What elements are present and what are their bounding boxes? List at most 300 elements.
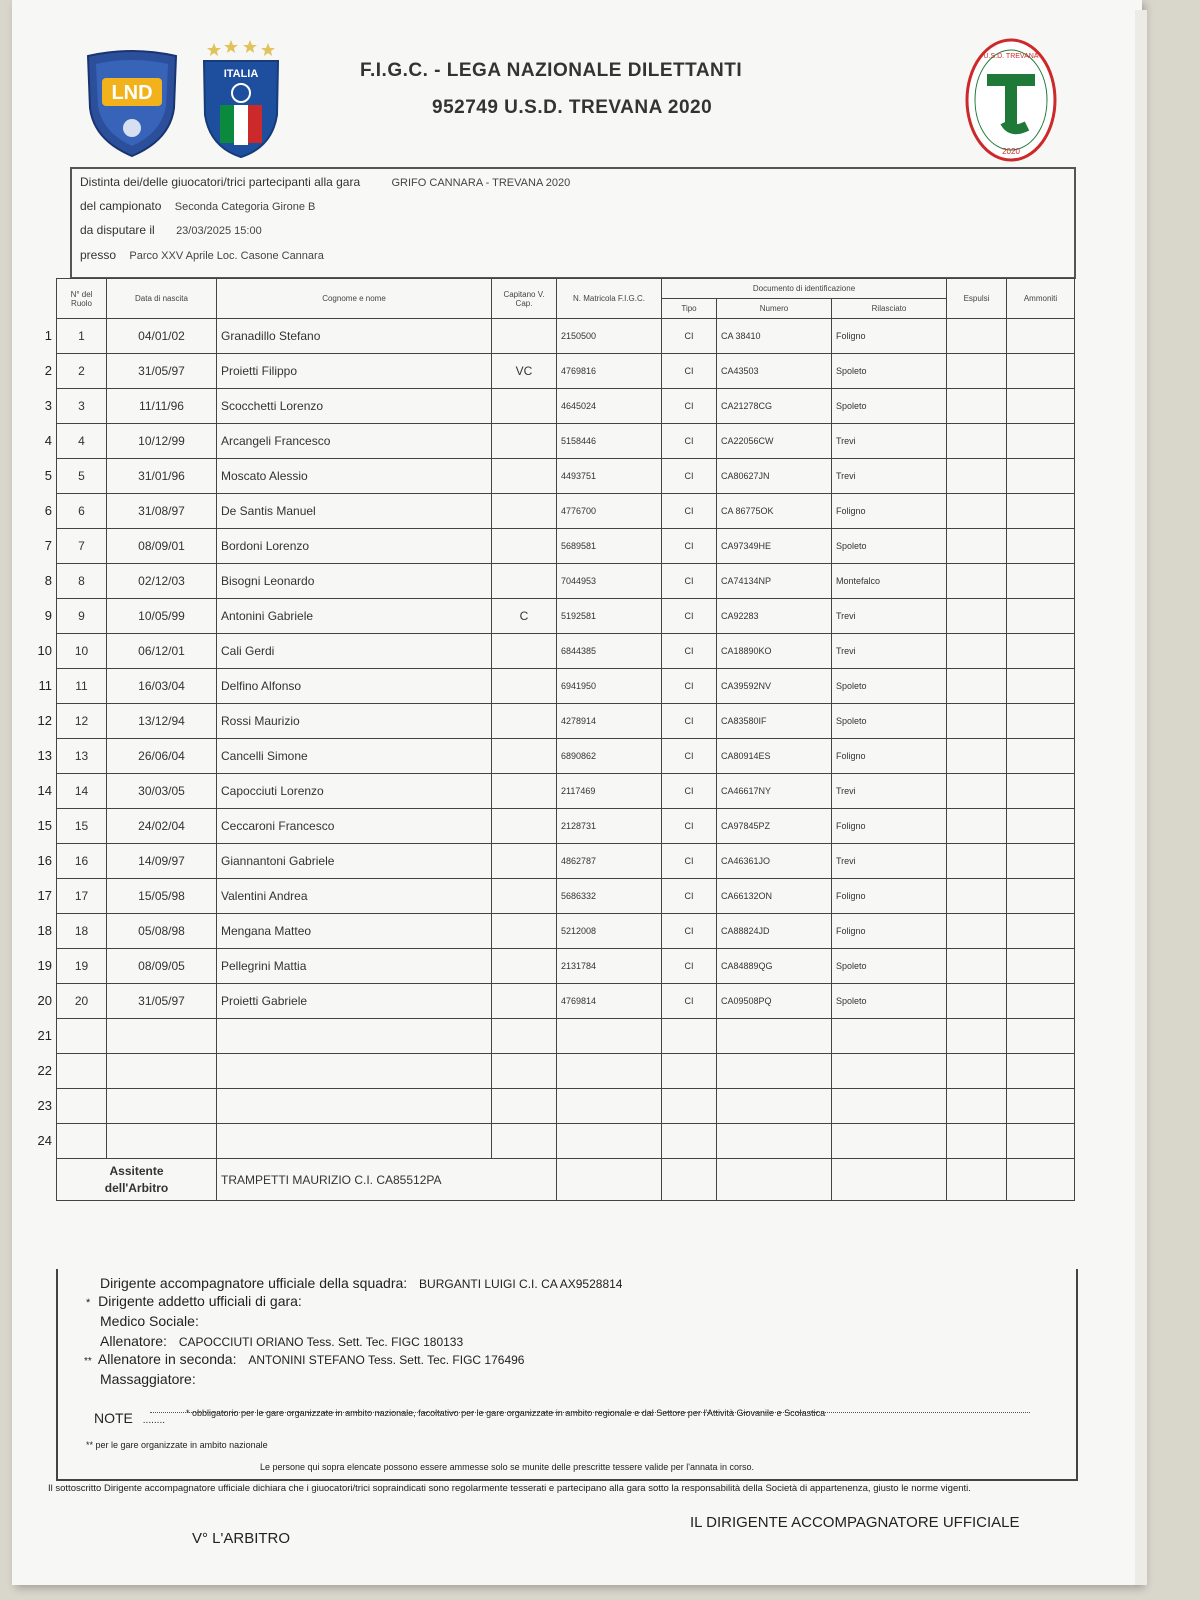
cell-ruolo: 8	[57, 564, 107, 599]
cell-ruolo: 11	[57, 669, 107, 704]
row-number: 23	[37, 1097, 52, 1113]
cell-espulsi	[947, 984, 1007, 1019]
cell-numero: CA80914ES	[717, 739, 832, 774]
persone-note: Le persone qui sopra elencate possono essere ammesse solo se munite delle prescritte tessere valide per l'annata in corso.	[260, 1462, 754, 1472]
cell-numero: CA46361JO	[717, 844, 832, 879]
cell-ruolo	[57, 1019, 107, 1054]
col-numero: Numero	[717, 299, 832, 319]
cell-cap	[492, 564, 557, 599]
table-row	[57, 529, 1075, 564]
cell-rilasciato: Trevi	[832, 634, 947, 669]
table-row	[57, 879, 1075, 914]
table-row	[57, 774, 1075, 809]
club-logo	[965, 38, 1057, 163]
cell-rilasciato: Spoleto	[832, 669, 947, 704]
row-number: 12	[37, 712, 52, 728]
cell-numero: CA80627JN	[717, 459, 832, 494]
table-row	[57, 389, 1075, 424]
row-number: 1	[44, 327, 52, 343]
cell-nome: Scocchetti Lorenzo	[217, 389, 492, 424]
declaration-text: Il sottoscritto Dirigente accompagnatore ufficiale dichiara che i giuocatori/trici sopraindicati sono regolarmente tesserati e partecipano alla gara sotto la responsabilità della Società di appartenenza, giusto le norme vigenti.	[48, 1483, 971, 1494]
cell-nome: Pellegrini Mattia	[217, 949, 492, 984]
cell-nome: Arcangeli Francesco	[217, 424, 492, 459]
row-number: 9	[44, 607, 52, 623]
cell-tipo: CI	[662, 319, 717, 354]
cell-numero: CA43503	[717, 354, 832, 389]
col-rilasciato: Rilasciato	[832, 299, 947, 319]
cell-cap	[492, 459, 557, 494]
cell-tipo	[662, 1054, 717, 1089]
col-matricola: N. Matricola F.I.G.C.	[557, 279, 662, 319]
cell-rilasciato: Foligno	[832, 739, 947, 774]
cell-cap	[492, 634, 557, 669]
cell-matricola: 4769816	[557, 354, 662, 389]
cell-tipo: CI	[662, 879, 717, 914]
cell-ruolo: 12	[57, 704, 107, 739]
star-marker: *	[86, 1297, 91, 1309]
cell-matricola	[557, 1124, 662, 1159]
cell-numero: CA21278CG	[717, 389, 832, 424]
cell-ruolo: 1	[57, 319, 107, 354]
cell-ruolo: 20	[57, 984, 107, 1019]
cell-numero	[717, 1089, 832, 1124]
match-line-campionato	[80, 199, 315, 213]
cell-matricola: 6941950	[557, 669, 662, 704]
cell-ruolo	[57, 1089, 107, 1124]
row-number: 6	[44, 502, 52, 518]
row-number: 11	[38, 677, 52, 693]
cell-nome: Proietti Gabriele	[217, 984, 492, 1019]
table-row	[57, 914, 1075, 949]
cell-data	[107, 1019, 217, 1054]
cell-ruolo: 5	[57, 459, 107, 494]
cell-rilasciato: Spoleto	[832, 529, 947, 564]
cell-espulsi	[947, 669, 1007, 704]
cell-cap	[492, 1054, 557, 1089]
italia-logo	[200, 35, 282, 160]
cell-ammoniti	[1007, 599, 1075, 634]
cell-cap: VC	[492, 354, 557, 389]
cell-matricola: 2150500	[557, 319, 662, 354]
match-line-data	[80, 223, 262, 237]
cell-ruolo	[57, 1054, 107, 1089]
cell-numero	[717, 1019, 832, 1054]
cell-nome: De Santis Manuel	[217, 494, 492, 529]
match-campionato: Seconda Categoria Girone B	[174, 201, 316, 213]
dirigente-label: Dirigente accompagnatore ufficiale della squadra:	[100, 1275, 408, 1291]
table-row	[57, 949, 1075, 984]
col-nascita: Data di nascita	[107, 279, 217, 319]
cell-nome: Ceccaroni Francesco	[217, 809, 492, 844]
col-ammoniti: Ammoniti	[1007, 279, 1075, 319]
table-row	[57, 704, 1075, 739]
table-row	[57, 1124, 1075, 1159]
cell-data: 31/01/96	[107, 459, 217, 494]
cell-nome: Bordoni Lorenzo	[217, 529, 492, 564]
cell-matricola: 2131784	[557, 949, 662, 984]
assistant-label-line1: Assitente	[109, 1163, 164, 1178]
cell-nome	[217, 1124, 492, 1159]
label-distinta: Distinta dei/delle giuocatori/trici partecipanti alla gara	[80, 175, 361, 189]
footnote-2: ** per le gare organizzate in ambito nazionale	[86, 1440, 268, 1450]
cell-tipo: CI	[662, 914, 717, 949]
cell-rilasciato	[832, 1019, 947, 1054]
paper-edge	[1135, 10, 1147, 1585]
cell-rilasciato: Foligno	[832, 809, 947, 844]
assistant-empty-cell	[662, 1159, 717, 1201]
row-number: 17	[37, 887, 52, 903]
row-number: 21	[37, 1027, 52, 1043]
cell-espulsi	[947, 424, 1007, 459]
cell-nome: Cali Gerdi	[217, 634, 492, 669]
cell-numero: CA 86775OK	[717, 494, 832, 529]
addetto-label: Dirigente addetto ufficiali di gara:	[98, 1293, 302, 1309]
allenatore-label: Allenatore:	[100, 1333, 167, 1349]
cell-data: 16/03/04	[107, 669, 217, 704]
cell-espulsi	[947, 879, 1007, 914]
table-row	[57, 354, 1075, 389]
cell-numero: CA97349HE	[717, 529, 832, 564]
table-row	[57, 459, 1075, 494]
cell-tipo: CI	[662, 564, 717, 599]
cell-matricola: 5689581	[557, 529, 662, 564]
cell-data	[107, 1124, 217, 1159]
cell-ruolo: 15	[57, 809, 107, 844]
cell-nome: Cancelli Simone	[217, 739, 492, 774]
match-presso: Parco XXV Aprile Loc. Casone Cannara	[129, 250, 324, 262]
cell-data: 11/11/96	[107, 389, 217, 424]
row-number: 2	[44, 362, 52, 378]
seconda-value: ANTONINI STEFANO Tess. Sett. Tec. FIGC 176496	[248, 1353, 525, 1367]
cell-nome	[217, 1054, 492, 1089]
cell-cap	[492, 669, 557, 704]
cell-data: 24/02/04	[107, 809, 217, 844]
table-row	[57, 1054, 1075, 1089]
table-row	[57, 669, 1075, 704]
cell-cap	[492, 844, 557, 879]
assistant-label	[57, 1159, 217, 1201]
row-number: 24	[37, 1132, 52, 1148]
cell-espulsi	[947, 599, 1007, 634]
cell-espulsi	[947, 1089, 1007, 1124]
row-number: 4	[44, 432, 52, 448]
row-number: 13	[37, 747, 52, 763]
cell-nome: Bisogni Leonardo	[217, 564, 492, 599]
table-row	[57, 564, 1075, 599]
assistant-empty-cell	[717, 1159, 832, 1201]
assistant-row	[57, 1159, 1075, 1201]
cell-ammoniti	[1007, 1124, 1075, 1159]
cell-tipo	[662, 1019, 717, 1054]
note-dots: ........	[142, 1415, 166, 1426]
cell-tipo: CI	[662, 529, 717, 564]
row-number: 14	[37, 782, 52, 798]
row-number: 18	[37, 922, 52, 938]
row-number: 5	[44, 467, 52, 483]
cell-tipo: CI	[662, 704, 717, 739]
cell-data: 15/05/98	[107, 879, 217, 914]
cell-numero: CA22056CW	[717, 424, 832, 459]
cell-matricola: 4278914	[557, 704, 662, 739]
cell-ruolo: 2	[57, 354, 107, 389]
row-number: 16	[37, 852, 52, 868]
cell-rilasciato: Foligno	[832, 494, 947, 529]
cell-espulsi	[947, 1124, 1007, 1159]
cell-matricola: 5686332	[557, 879, 662, 914]
cell-cap	[492, 319, 557, 354]
cell-nome: Delfino Alfonso	[217, 669, 492, 704]
assistant-empty-cell	[1007, 1159, 1075, 1201]
col-tipo: Tipo	[662, 299, 717, 319]
cell-data: 14/09/97	[107, 844, 217, 879]
header-title-line1: F.I.G.C. - LEGA NAZIONALE DILETTANTI	[360, 60, 743, 81]
cell-ruolo: 10	[57, 634, 107, 669]
cell-rilasciato: Spoleto	[832, 354, 947, 389]
cell-matricola: 4769814	[557, 984, 662, 1019]
cell-rilasciato: Spoleto	[832, 389, 947, 424]
assistant-empty-cell	[947, 1159, 1007, 1201]
cell-nome: Granadillo Stefano	[217, 319, 492, 354]
cell-espulsi	[947, 949, 1007, 984]
table-row	[57, 494, 1075, 529]
cell-cap	[492, 879, 557, 914]
dirigente-value: BURGANTI LUIGI C.I. CA AX9528814	[419, 1277, 623, 1291]
cell-nome: Valentini Andrea	[217, 879, 492, 914]
cell-ammoniti	[1007, 704, 1075, 739]
stars-icon	[207, 40, 275, 56]
cell-tipo	[662, 1089, 717, 1124]
cell-data: 06/12/01	[107, 634, 217, 669]
cell-espulsi	[947, 704, 1007, 739]
cell-ammoniti	[1007, 634, 1075, 669]
table-row	[57, 809, 1075, 844]
match-gara: GRIFO CANNARA - TREVANA 2020	[391, 177, 571, 189]
dirigente-line	[100, 1275, 622, 1291]
cell-espulsi	[947, 459, 1007, 494]
table-row	[57, 599, 1075, 634]
cell-ammoniti	[1007, 844, 1075, 879]
cell-espulsi	[947, 1019, 1007, 1054]
cell-ruolo: 6	[57, 494, 107, 529]
row-number: 20	[37, 992, 52, 1008]
medico-label: Medico Sociale:	[100, 1313, 199, 1329]
cell-ammoniti	[1007, 984, 1075, 1019]
cell-espulsi	[947, 564, 1007, 599]
cell-nome: Antonini Gabriele	[217, 599, 492, 634]
cell-ammoniti	[1007, 774, 1075, 809]
cell-rilasciato: Foligno	[832, 879, 947, 914]
cell-espulsi	[947, 529, 1007, 564]
label-campionato: del campionato	[80, 199, 162, 213]
cell-matricola	[557, 1089, 662, 1124]
cell-ruolo	[57, 1124, 107, 1159]
cell-numero: CA83580IF	[717, 704, 832, 739]
cell-tipo: CI	[662, 599, 717, 634]
allenatore-value: CAPOCCIUTI ORIANO Tess. Sett. Tec. FIGC 180133	[178, 1335, 464, 1349]
cell-ruolo: 19	[57, 949, 107, 984]
cell-ammoniti	[1007, 389, 1075, 424]
row-number: 3	[44, 397, 52, 413]
cell-cap	[492, 949, 557, 984]
cell-ammoniti	[1007, 319, 1075, 354]
match-data: 23/03/2025 15:00	[176, 225, 262, 237]
italia-logo-text: ITALIA	[223, 68, 259, 80]
col-espulsi: Espulsi	[947, 279, 1007, 319]
club-logo-text: U.S.D. TREVANA	[983, 53, 1039, 60]
col-documento: Documento di identificazione	[662, 279, 947, 299]
cell-tipo: CI	[662, 459, 717, 494]
cell-data: 08/09/05	[107, 949, 217, 984]
cell-numero: CA66132ON	[717, 879, 832, 914]
table-row	[57, 1089, 1075, 1124]
table-row	[57, 424, 1075, 459]
cell-espulsi	[947, 844, 1007, 879]
cell-numero	[717, 1054, 832, 1089]
players-table	[56, 278, 1075, 1201]
cell-ammoniti	[1007, 949, 1075, 984]
cell-numero: CA18890KO	[717, 634, 832, 669]
club-logo-year: 2020	[1002, 147, 1020, 156]
col-nome: Cognome e nome	[217, 279, 492, 319]
cell-rilasciato: Foligno	[832, 914, 947, 949]
note-line-text	[94, 1410, 165, 1426]
cell-tipo: CI	[662, 984, 717, 1019]
cell-tipo: CI	[662, 389, 717, 424]
cell-matricola: 4862787	[557, 844, 662, 879]
cell-ammoniti	[1007, 739, 1075, 774]
cell-data: 04/01/02	[107, 319, 217, 354]
arbitro-signature-label: V° L'ARBITRO	[192, 1530, 291, 1547]
cell-cap	[492, 424, 557, 459]
dirigente-signature-label: IL DIRIGENTE ACCOMPAGNATORE UFFICIALE	[690, 1514, 1020, 1531]
cell-cap	[492, 739, 557, 774]
cell-numero: CA 38410	[717, 319, 832, 354]
cell-ammoniti	[1007, 529, 1075, 564]
cell-rilasciato: Trevi	[832, 424, 947, 459]
row-number: 22	[37, 1062, 52, 1078]
lnd-logo-text: LND	[111, 82, 153, 104]
cell-ammoniti	[1007, 914, 1075, 949]
table-row	[57, 739, 1075, 774]
seconda-label: Allenatore in seconda:	[97, 1351, 237, 1367]
cell-rilasciato: Montefalco	[832, 564, 947, 599]
cell-espulsi	[947, 739, 1007, 774]
cell-rilasciato: Spoleto	[832, 949, 947, 984]
cell-data: 13/12/94	[107, 704, 217, 739]
cell-cap	[492, 1089, 557, 1124]
cell-numero: CA92283	[717, 599, 832, 634]
cell-tipo: CI	[662, 809, 717, 844]
match-line-distinta	[80, 175, 570, 189]
table-row	[57, 319, 1075, 354]
cell-matricola: 5212008	[557, 914, 662, 949]
cell-ruolo: 17	[57, 879, 107, 914]
cell-data: 31/05/97	[107, 984, 217, 1019]
cell-cap: C	[492, 599, 557, 634]
cell-tipo: CI	[662, 634, 717, 669]
cell-cap	[492, 1124, 557, 1159]
cell-matricola: 7044953	[557, 564, 662, 599]
assistant-label-line2: dell'Arbitro	[104, 1180, 169, 1195]
cell-espulsi	[947, 319, 1007, 354]
assistant-empty-cell	[832, 1159, 947, 1201]
cell-tipo: CI	[662, 669, 717, 704]
cell-espulsi	[947, 354, 1007, 389]
cell-rilasciato	[832, 1054, 947, 1089]
col-ruolo: N° del Ruolo	[57, 279, 107, 319]
cell-cap	[492, 1019, 557, 1054]
cell-ammoniti	[1007, 459, 1075, 494]
cell-ammoniti	[1007, 424, 1075, 459]
cell-cap	[492, 704, 557, 739]
table-row	[57, 984, 1075, 1019]
cell-matricola: 6844385	[557, 634, 662, 669]
cell-ammoniti	[1007, 564, 1075, 599]
cell-data	[107, 1054, 217, 1089]
row-number: 19	[37, 957, 52, 973]
massaggiatore-label: Massaggiatore:	[100, 1371, 196, 1387]
cell-data: 10/12/99	[107, 424, 217, 459]
cell-rilasciato	[832, 1124, 947, 1159]
cell-tipo: CI	[662, 354, 717, 389]
cell-espulsi	[947, 634, 1007, 669]
cell-numero: CA88824JD	[717, 914, 832, 949]
table-row	[57, 1019, 1075, 1054]
footnote-1: * obbligatorio per le gare organizzate in ambito nazionale, facoltativo per le gare organizzate in ambito regionale e dal Settore per l'Attività Giovanile e Scolastica	[186, 1408, 826, 1418]
cell-rilasciato: Trevi	[832, 599, 947, 634]
cell-nome: Capocciuti Lorenzo	[217, 774, 492, 809]
cell-ammoniti	[1007, 1054, 1075, 1089]
cell-matricola: 4645024	[557, 389, 662, 424]
cell-espulsi	[947, 809, 1007, 844]
cell-tipo: CI	[662, 949, 717, 984]
cell-rilasciato: Spoleto	[832, 704, 947, 739]
cell-cap	[492, 494, 557, 529]
cell-cap	[492, 529, 557, 564]
double-star-marker: **	[84, 1356, 92, 1367]
cell-data: 08/09/01	[107, 529, 217, 564]
row-number: 10	[37, 642, 52, 658]
cell-ruolo: 16	[57, 844, 107, 879]
cell-ammoniti	[1007, 1089, 1075, 1124]
cell-tipo: CI	[662, 774, 717, 809]
allenatore-line	[100, 1333, 463, 1349]
note-label: NOTE	[94, 1410, 133, 1426]
cell-rilasciato: Spoleto	[832, 984, 947, 1019]
cell-ruolo: 9	[57, 599, 107, 634]
cell-matricola: 5192581	[557, 599, 662, 634]
header-title-line2: 952749 U.S.D. TREVANA 2020	[432, 97, 713, 118]
cell-nome: Giannantoni Gabriele	[217, 844, 492, 879]
cell-ammoniti	[1007, 1019, 1075, 1054]
cell-matricola: 4776700	[557, 494, 662, 529]
cell-ruolo: 18	[57, 914, 107, 949]
cell-rilasciato: Foligno	[832, 319, 947, 354]
cell-data: 10/05/99	[107, 599, 217, 634]
table-row	[57, 634, 1075, 669]
seconda-line	[84, 1351, 524, 1367]
cell-ammoniti	[1007, 494, 1075, 529]
cell-espulsi	[947, 774, 1007, 809]
cell-cap	[492, 984, 557, 1019]
addetto-line	[86, 1293, 302, 1309]
cell-ruolo: 7	[57, 529, 107, 564]
cell-ammoniti	[1007, 879, 1075, 914]
cell-data: 31/05/97	[107, 354, 217, 389]
cell-matricola: 6890862	[557, 739, 662, 774]
cell-numero: CA46617NY	[717, 774, 832, 809]
cell-rilasciato: Trevi	[832, 774, 947, 809]
